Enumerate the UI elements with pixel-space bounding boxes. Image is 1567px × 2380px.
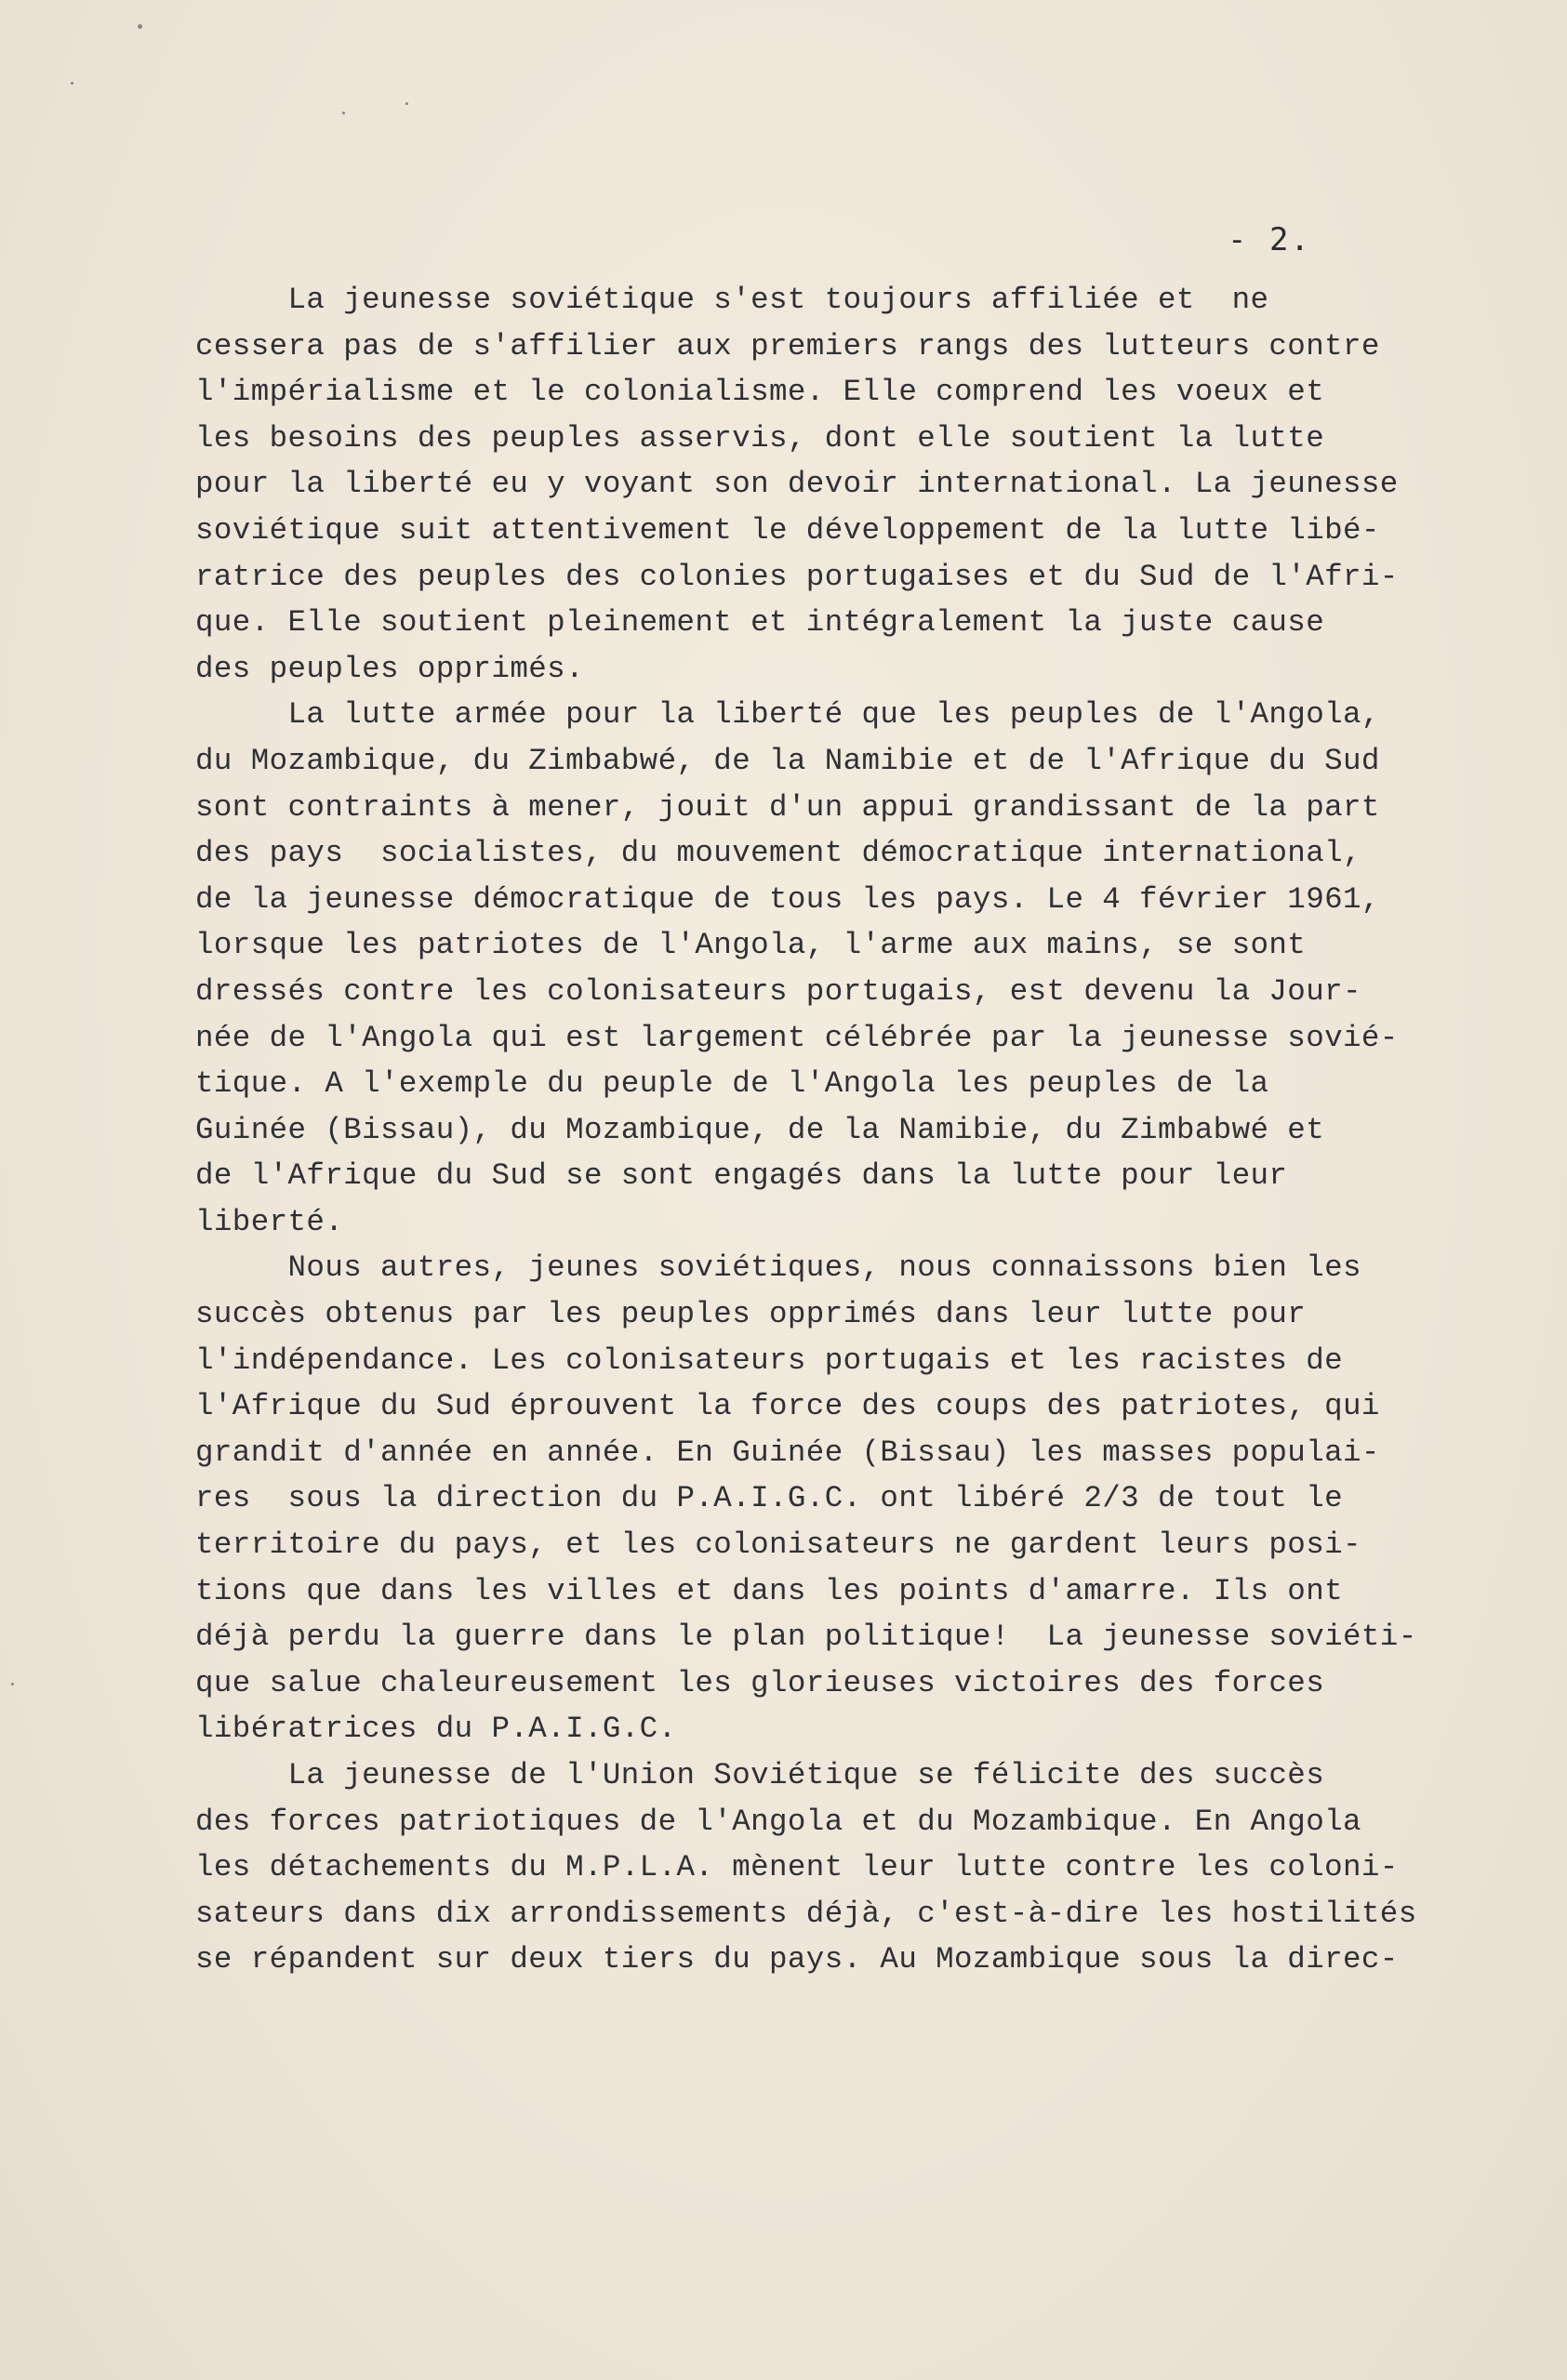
text-line: les besoins des peuples asservis, dont elle soutient la lutte [195, 420, 1325, 456]
typewritten-body [195, 277, 1460, 1983]
paper-speck [138, 24, 142, 29]
text-line: de l'Afrique du Sud se sont engagés dans la lutte pour leur [195, 1158, 1288, 1194]
text-line: l'Afrique du Sud éprouvent la force des coups des patriotes, qui [195, 1389, 1380, 1424]
text-line: soviétique suit attentivement le développement de la lutte libé- [195, 512, 1380, 548]
text-line: pour la liberté eu y voyant son devoir international. La jeunesse [195, 467, 1399, 502]
text-line: du Mozambique, du Zimbabwé, de la Namibie et de l'Afrique du Sud [195, 743, 1380, 778]
text-line: dressés contre les colonisateurs portugais, est devenu la Jour- [195, 973, 1361, 1009]
text-line: née de l'Angola qui est largement célébrée par la jeunesse sovié- [195, 1020, 1399, 1055]
paper-speck [11, 1683, 14, 1686]
text-line: sateurs dans dix arrondissements déjà, c'est-à-dire les hostilités [195, 1896, 1417, 1931]
text-line: que. Elle soutient pleinement et intégralement la juste cause [195, 605, 1325, 641]
text-line: La jeunesse soviétique s'est toujours affiliée et ne [195, 283, 1269, 317]
text-line: Guinée (Bissau), du Mozambique, de la Namibie, du Zimbabwé et [195, 1112, 1325, 1147]
text-line: sont contraints à mener, jouit d'un appui grandissant de la part [195, 789, 1380, 825]
page-number: - 2. [1228, 221, 1311, 258]
text-line: territoire du pays, et les colonisateurs ne gardent leurs posi- [195, 1527, 1361, 1563]
text-line: La lutte armée pour la liberté que les peuples de l'Angola, [195, 697, 1380, 733]
text-line: des peuples opprimés. [195, 651, 584, 686]
text-line: cessera pas de s'affilier aux premiers rangs des lutteurs contre [195, 328, 1380, 364]
text-line: liberté. [195, 1204, 344, 1239]
text-line: tique. A l'exemple du peuple de l'Angola les peuples de la [195, 1066, 1269, 1102]
text-line: La jeunesse de l'Union Soviétique se félicite des succès [195, 1758, 1325, 1792]
paper-speck [342, 112, 345, 114]
text-line: déjà perdu la guerre dans le plan politique! La jeunesse soviéti- [195, 1620, 1417, 1655]
text-line: que salue chaleureusement les glorieuses victoires des forces [195, 1665, 1325, 1700]
text-line: succès obtenus par les peuples opprimés dans leur lutte pour [195, 1297, 1307, 1332]
paper-speck [71, 82, 73, 85]
text-line: des forces patriotiques de l'Angola et du Mozambique. En Angola [195, 1804, 1361, 1839]
text-line: l'impérialisme et le colonialisme. Elle comprend les voeux et [195, 375, 1325, 410]
text-line: de la jeunesse démocratique de tous les pays. Le 4 février 1961, [195, 881, 1380, 917]
text-line: Nous autres, jeunes soviétiques, nous connaissons bien les [195, 1250, 1361, 1286]
text-line: des pays socialistes, du mouvement démocratique international, [195, 836, 1361, 871]
text-line: l'indépendance. Les colonisateurs portugais et les racistes de [195, 1342, 1343, 1378]
text-line: les détachements du M.P.L.A. mènent leur lutte contre les coloni- [195, 1850, 1399, 1885]
paper-speck [405, 102, 408, 105]
text-line: libératrices du P.A.I.G.C. [195, 1712, 677, 1747]
text-line: se répandent sur deux tiers du pays. Au Mozambique sous la direc- [195, 1942, 1399, 1977]
text-line: tions que dans les villes et dans les points d'amarre. Ils ont [195, 1573, 1343, 1608]
text-line: grandit d'année en année. En Guinée (Bissau) les masses populai- [195, 1435, 1380, 1470]
text-line: lorsque les patriotes de l'Angola, l'arme aux mains, se sont [195, 928, 1307, 963]
text-line: ratrice des peuples des colonies portugaises et du Sud de l'Afri- [195, 559, 1399, 594]
text-line: res sous la direction du P.A.I.G.C. ont libéré 2/3 de tout le [195, 1481, 1343, 1516]
